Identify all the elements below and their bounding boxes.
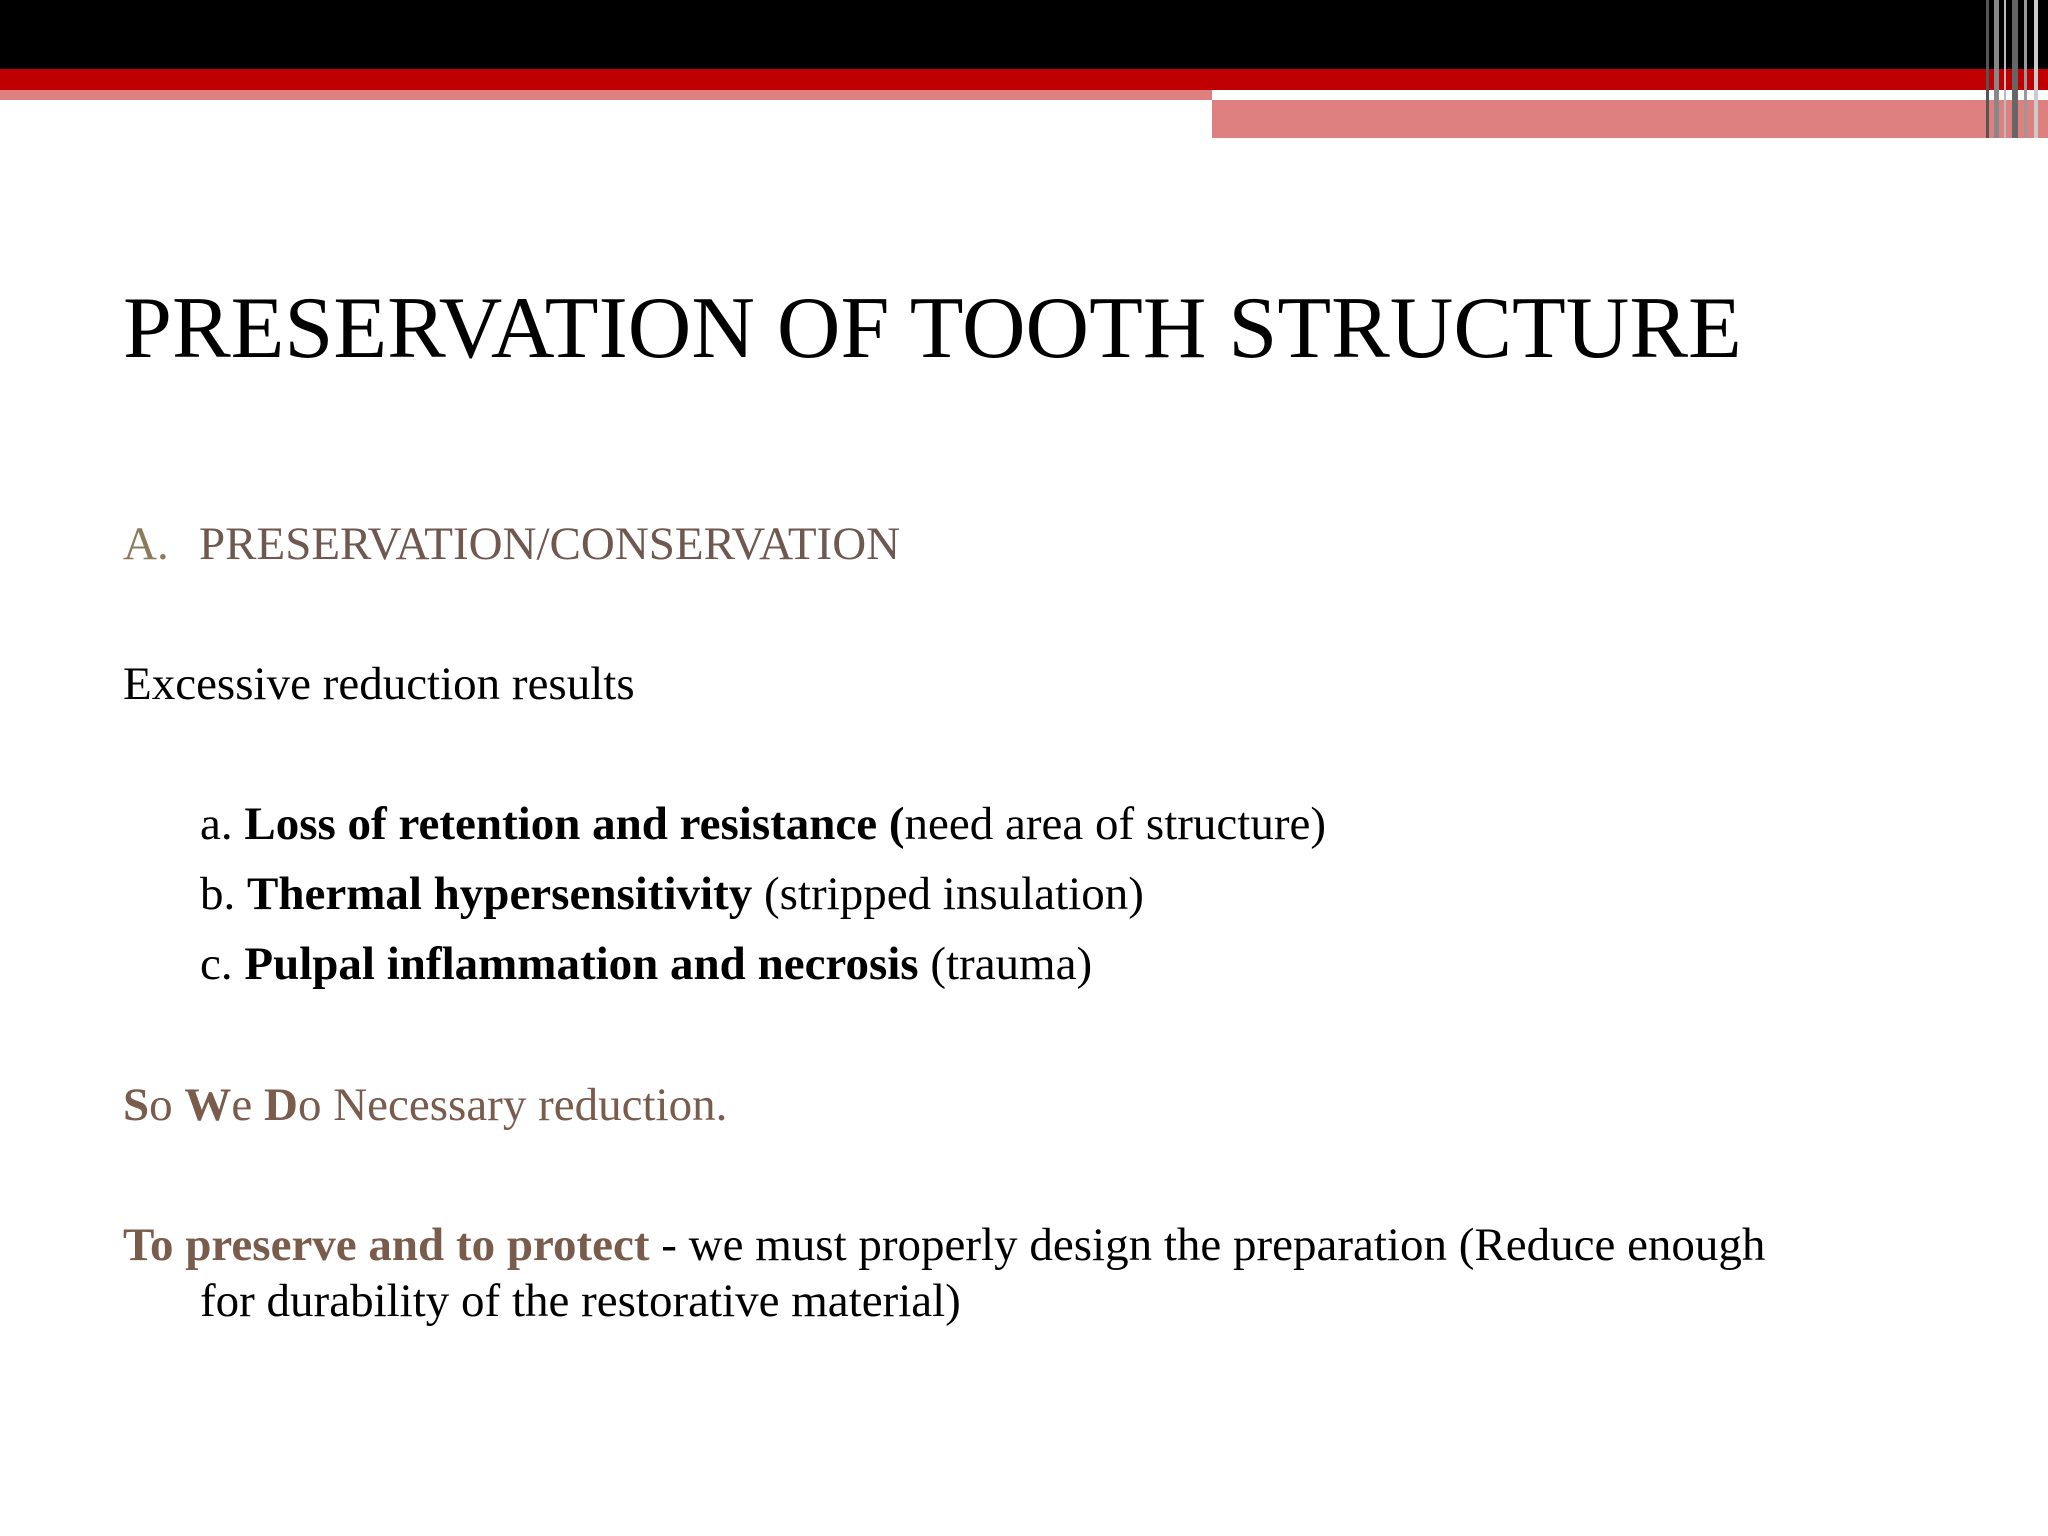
list-item bbox=[200, 796, 1326, 852]
list-item-bold: Loss of retention and resistance ( bbox=[244, 798, 905, 850]
summary-cap: W bbox=[184, 1079, 232, 1131]
summary-cap: D bbox=[264, 1079, 298, 1131]
summary-cap: S bbox=[123, 1079, 150, 1131]
list-item-marker: c. bbox=[200, 938, 233, 990]
slide-title: PRESERVATION OF TOOTH STRUCTURE bbox=[123, 280, 1742, 377]
list-item-marker: a. bbox=[200, 798, 233, 850]
list-item-bold: Thermal hypersensitivity bbox=[247, 868, 753, 920]
section-heading bbox=[123, 516, 900, 572]
header-pink-block bbox=[1212, 100, 2048, 138]
final-lead: To preserve and to protect bbox=[123, 1219, 650, 1271]
list-item bbox=[200, 866, 1144, 922]
list-item-rest: need area of structure) bbox=[904, 798, 1326, 850]
header-red-bar bbox=[0, 69, 2048, 90]
summary-text: o bbox=[149, 1079, 185, 1131]
intro-text: Excessive reduction results bbox=[123, 658, 635, 710]
summary-text: e bbox=[231, 1079, 265, 1131]
section-heading-text: PRESERVATION/CONSERVATION bbox=[199, 518, 901, 570]
section-marker: A. bbox=[123, 518, 169, 570]
final-line2: for durability of the restorative material) bbox=[200, 1275, 961, 1328]
summary-line bbox=[123, 1077, 727, 1133]
list-item-rest: (stripped insulation) bbox=[752, 868, 1144, 920]
summary-text: o Necessary reduction. bbox=[297, 1079, 728, 1131]
list-item-rest: (trauma) bbox=[918, 938, 1093, 990]
list-item-marker: b. bbox=[200, 868, 236, 920]
final-line1-rest: - we must properly design the preparation (Reduce enough bbox=[649, 1219, 1766, 1271]
final-paragraph bbox=[123, 1217, 1983, 1330]
header-black-bar bbox=[0, 0, 2048, 69]
list-item bbox=[200, 936, 1092, 992]
header-pink-thin-bar bbox=[0, 90, 1212, 100]
list-item-bold: Pulpal inflammation and necrosis bbox=[244, 938, 919, 990]
header-stripes bbox=[1978, 0, 2048, 138]
